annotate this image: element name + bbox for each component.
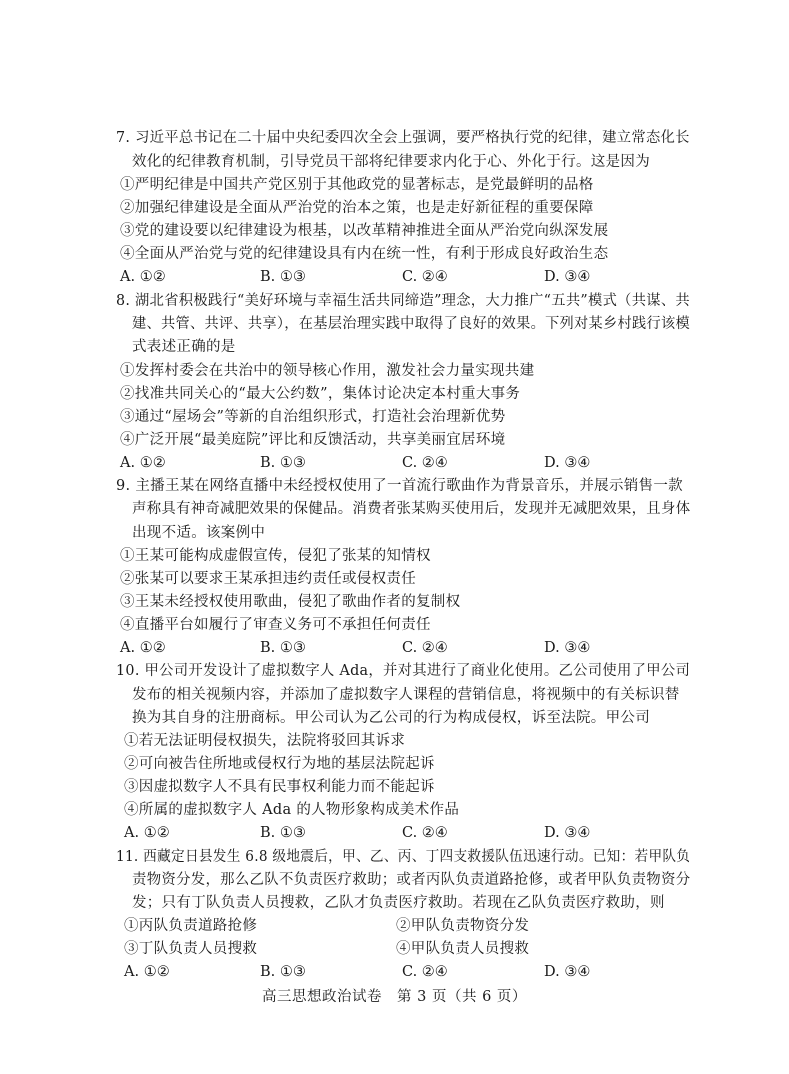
option-c: C. ②④ xyxy=(402,269,448,285)
option-d: D. ③④ xyxy=(544,455,591,471)
question-stem-line: 换为其自身的注册商标。甲公司认为乙公司的行为构成侵权，诉至法院。甲公司 xyxy=(132,710,650,726)
page-footer: 高三思想政治试卷 第 3 页（共 6 页） xyxy=(262,989,527,1005)
option-a: A. ①② xyxy=(124,825,170,841)
option-c: C. ②④ xyxy=(402,640,448,656)
question-stem-line: 出现不适。该案例中 xyxy=(132,525,266,541)
question-stem-line: 7. 习近平总书记在二十届中央纪委四次全会上强调，要严格执行党的纪律，建立常态化长 xyxy=(116,130,690,146)
statement-2: ②可向被告住所地或侵权行为地的基层法院起诉 xyxy=(124,756,435,772)
option-c: C. ②④ xyxy=(402,964,448,980)
question-stem-line: 效化的纪律教育机制，引导党员干部将纪律要求内化于心、外化于行。这是因为 xyxy=(132,154,650,170)
statement-3: ③通过“屋场会”等新的自治组织形式，打造社会治理新优势 xyxy=(120,409,506,425)
option-b: B. ①③ xyxy=(260,269,306,285)
option-d: D. ③④ xyxy=(544,825,591,841)
statement-3: ③王某未经授权使用歌曲，侵犯了歌曲作者的复制权 xyxy=(120,594,461,610)
statement-1: ①若无法证明侵权损失，法院将驳回其诉求 xyxy=(124,733,406,749)
option-b: B. ①③ xyxy=(260,455,306,471)
option-c: C. ②④ xyxy=(402,455,448,471)
option-b: B. ①③ xyxy=(260,640,306,656)
statement-4: ④所属的虚拟数字人 Ada 的人物形象构成美术作品 xyxy=(124,802,460,818)
question-stem-line: 8. 湖北省积极践行“美好环境与幸福生活共同缔造”理念，大力推广“五共”模式（共谋、共 xyxy=(116,293,690,309)
option-d: D. ③④ xyxy=(544,964,591,980)
statement-1: ①严明纪律是中国共产党区别于其他政党的显著标志，是党最鲜明的品格 xyxy=(120,177,594,193)
statement-2: ②甲队负责物资分发 xyxy=(396,918,530,934)
option-a: A. ①② xyxy=(120,640,166,656)
option-d: D. ③④ xyxy=(544,269,591,285)
question-stem-line: 建、共管、共评、共享），在基层治理实践中取得了良好的效果。下列对某乡村践行该模 xyxy=(132,316,690,332)
option-b: B. ①③ xyxy=(260,825,306,841)
statement-4: ④甲队负责人员搜救 xyxy=(396,941,530,957)
question-stem-line: 声称具有神奇减肥效果的保健品。消费者张某购买使用后，发现并无减肥效果，且身体 xyxy=(132,501,691,517)
question-stem-line: 责物资分发，那么乙队不负责医疗救助；或者丙队负责道路抢修，或者甲队负责物资分 xyxy=(132,872,691,888)
statement-1: ①发挥村委会在共治中的领导核心作用，激发社会力量实现共建 xyxy=(120,363,535,379)
question-stem-line: 11. 西藏定日县发生 6.8 级地震后，甲、乙、丙、丁四支救援队伍迅速行动。已知：若甲队负 xyxy=(116,849,691,865)
option-b: B. ①③ xyxy=(260,964,306,980)
statement-2: ②张某可以要求王某承担违约责任或侵权责任 xyxy=(120,571,416,587)
option-a: A. ①② xyxy=(120,269,166,285)
question-stem-line: 发；只有丁队负责人员搜救，乙队才负责医疗救助。若现在乙队负责医疗救助，则 xyxy=(132,895,665,911)
statement-4: ④全面从严治党与党的纪律建设具有内在统一性，有利于形成良好政治生态 xyxy=(120,246,609,262)
statement-1: ①丙队负责道路抢修 xyxy=(124,918,258,934)
question-stem-line: 发布的相关视频内容，并添加了虚拟数字人课程的营销信息，将视频中的有关标识替 xyxy=(132,687,680,703)
statement-4: ④广泛开展“最美庭院”评比和反馈活动，共享美丽宜居环境 xyxy=(120,432,506,448)
question-stem-line: 式表述正确的是 xyxy=(132,339,236,355)
statement-4: ④直播平台如履行了审查义务可不承担任何责任 xyxy=(120,617,431,633)
question-stem-line: 9. 主播王某在网络直播中未经授权使用了一首流行歌曲作为背景音乐，并展示销售一款 xyxy=(116,478,683,494)
statement-3: ③因虚拟数字人不具有民事权利能力而不能起诉 xyxy=(124,779,435,795)
statement-3: ③党的建设要以纪律建设为根基，以改革精神推进全面从严治党向纵深发展 xyxy=(120,223,609,239)
statement-2: ②加强纪律建设是全面从严治党的治本之策，也是走好新征程的重要保障 xyxy=(120,200,594,216)
option-a: A. ①② xyxy=(120,455,166,471)
question-stem-line: 10. 甲公司开发设计了虚拟数字人 Ada，并对其进行了商业化使用。乙公司使用了甲公司 xyxy=(116,663,691,679)
option-a: A. ①② xyxy=(124,964,170,980)
option-c: C. ②④ xyxy=(402,825,448,841)
option-d: D. ③④ xyxy=(544,640,591,656)
statement-3: ③丁队负责人员搜救 xyxy=(124,941,258,957)
statement-1: ①王某可能构成虚假宣传，侵犯了张某的知情权 xyxy=(120,548,431,564)
statement-2: ②找准共同关心的“最大公约数”，集体讨论决定本村重大事务 xyxy=(120,386,521,402)
